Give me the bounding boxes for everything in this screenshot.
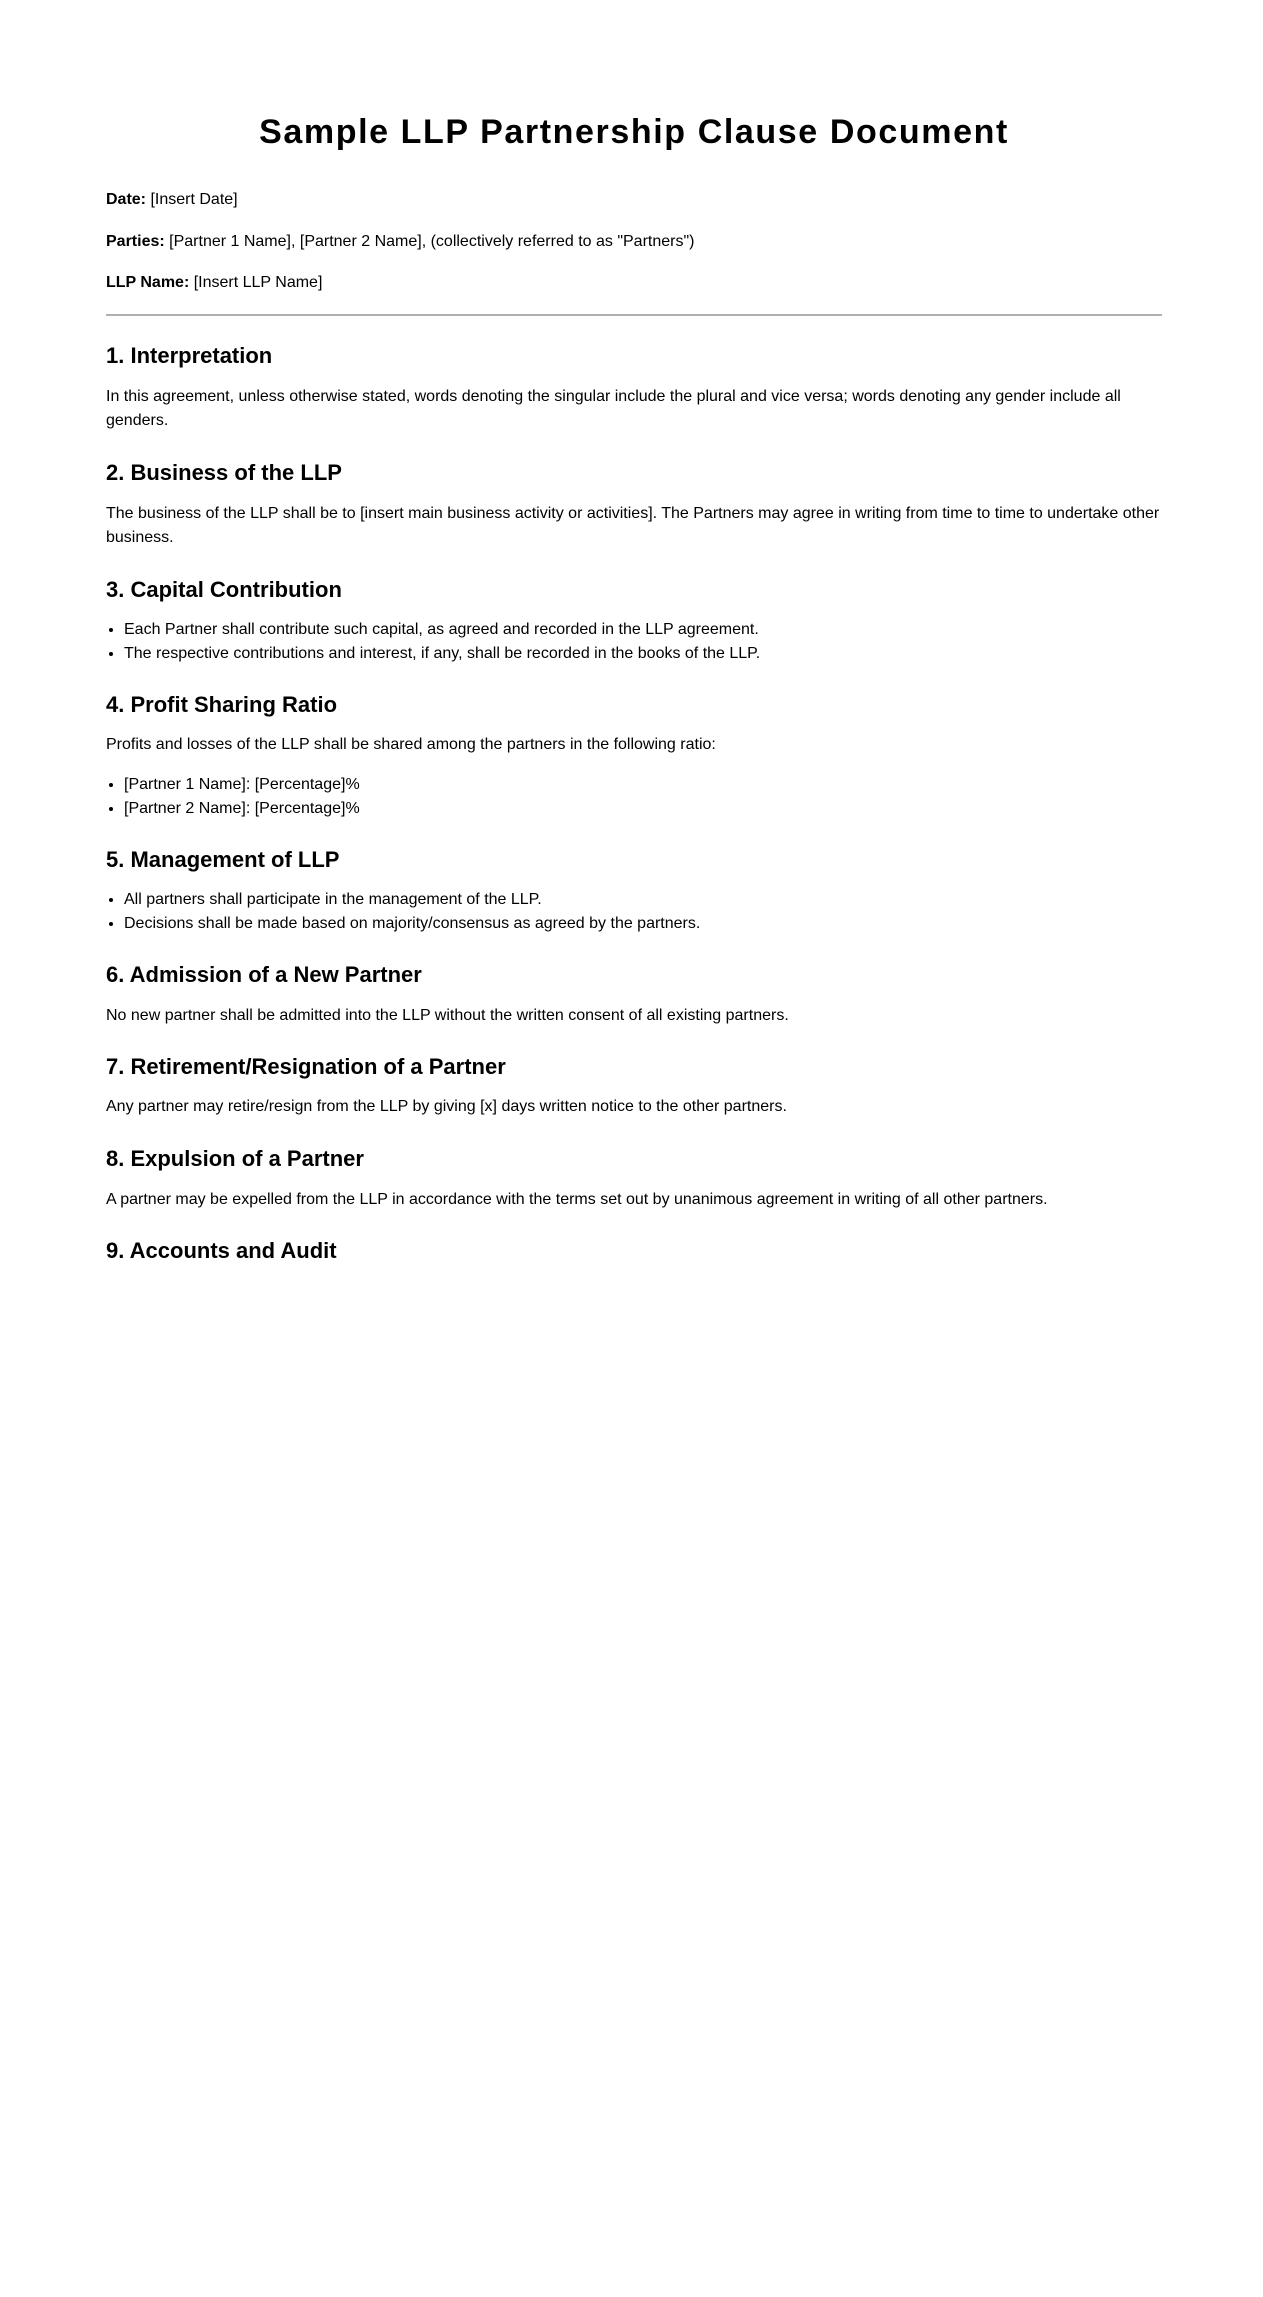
meta-date-label: Date: [106, 191, 147, 208]
section-paragraph: The business of the LLP shall be to [insert main business activity or activities]. The Partners may agree in writing from time to time to undertake other business. [106, 505, 1160, 546]
section-paragraph: Profits and losses of the LLP shall be shared among the partners in the following ratio: [106, 736, 716, 753]
meta-parties-value: [Partner 1 Name], [Partner 2 Name], (collectively referred to as "Partners") [164, 233, 695, 250]
section-interpretation [106, 342, 1162, 433]
list-item: • The respective contributions and interest, if any, shall be recorded in the books of the LLP. [124, 642, 1162, 666]
section-paragraph: In this agreement, unless otherwise stated, words denoting the singular include the plural and vice versa; words denoting any gender include all genders. [106, 388, 1121, 429]
section-heading: 8. Expulsion of a Partner [106, 1146, 364, 1171]
section-heading: 3. Capital Contribution [106, 577, 342, 602]
section-heading: 6. Admission of a New Partner [106, 962, 422, 987]
section-expulsion [106, 1145, 1162, 1212]
section-heading: 5. Management of LLP [106, 847, 340, 872]
list-item: • [Partner 2 Name]: [Percentage]% [124, 797, 1162, 821]
list-item: • Each Partner shall contribute such capital, as agreed and recorded in the LLP agreement. [124, 618, 1162, 642]
meta-parties [106, 232, 1162, 252]
section-paragraph: Any partner may retire/resign from the LLP by giving [x] days written notice to the other partners. [106, 1098, 787, 1115]
bullet-list [106, 888, 1162, 936]
section-paragraph: No new partner shall be admitted into the LLP without the written consent of all existing partners. [106, 1007, 789, 1024]
section-profit-sharing [106, 691, 1162, 821]
meta-llp-name [106, 273, 1162, 293]
section-heading: 7. Retirement/Resignation of a Partner [106, 1054, 506, 1079]
section-heading: 4. Profit Sharing Ratio [106, 692, 338, 717]
list-item: • [Partner 1 Name]: [Percentage]% [124, 773, 1162, 797]
meta-llp-name-label: LLP Name: [106, 274, 190, 291]
section-paragraph: A partner may be expelled from the LLP in accordance with the terms set out by unanimous agreement in writing of all other partners. [106, 1191, 1048, 1208]
section-heading: 1. Interpretation [106, 343, 273, 368]
document-content [106, 0, 1162, 1265]
bullet-list [106, 618, 1162, 666]
section-heading: 9. Accounts and Audit [106, 1238, 337, 1263]
meta-date [106, 190, 1162, 210]
section-admission [106, 961, 1162, 1028]
section-capital-contribution [106, 576, 1162, 666]
section-accounts-audit [106, 1237, 1162, 1265]
meta-llp-name-value: [Insert LLP Name] [189, 274, 323, 291]
meta-date-value: [Insert Date] [146, 191, 238, 208]
document-title: Sample LLP Partnership Clause Document [259, 113, 1009, 151]
section-business [106, 459, 1162, 550]
list-item: • Decisions shall be made based on majority/consensus as agreed by the partners. [124, 912, 1162, 936]
meta-parties-label: Parties: [106, 233, 165, 250]
section-management [106, 846, 1162, 936]
list-item: • All partners shall participate in the management of the LLP. [124, 888, 1162, 912]
section-retirement [106, 1053, 1162, 1119]
bullet-list [106, 773, 1162, 821]
section-heading: 2. Business of the LLP [106, 460, 342, 485]
divider [106, 314, 1162, 316]
